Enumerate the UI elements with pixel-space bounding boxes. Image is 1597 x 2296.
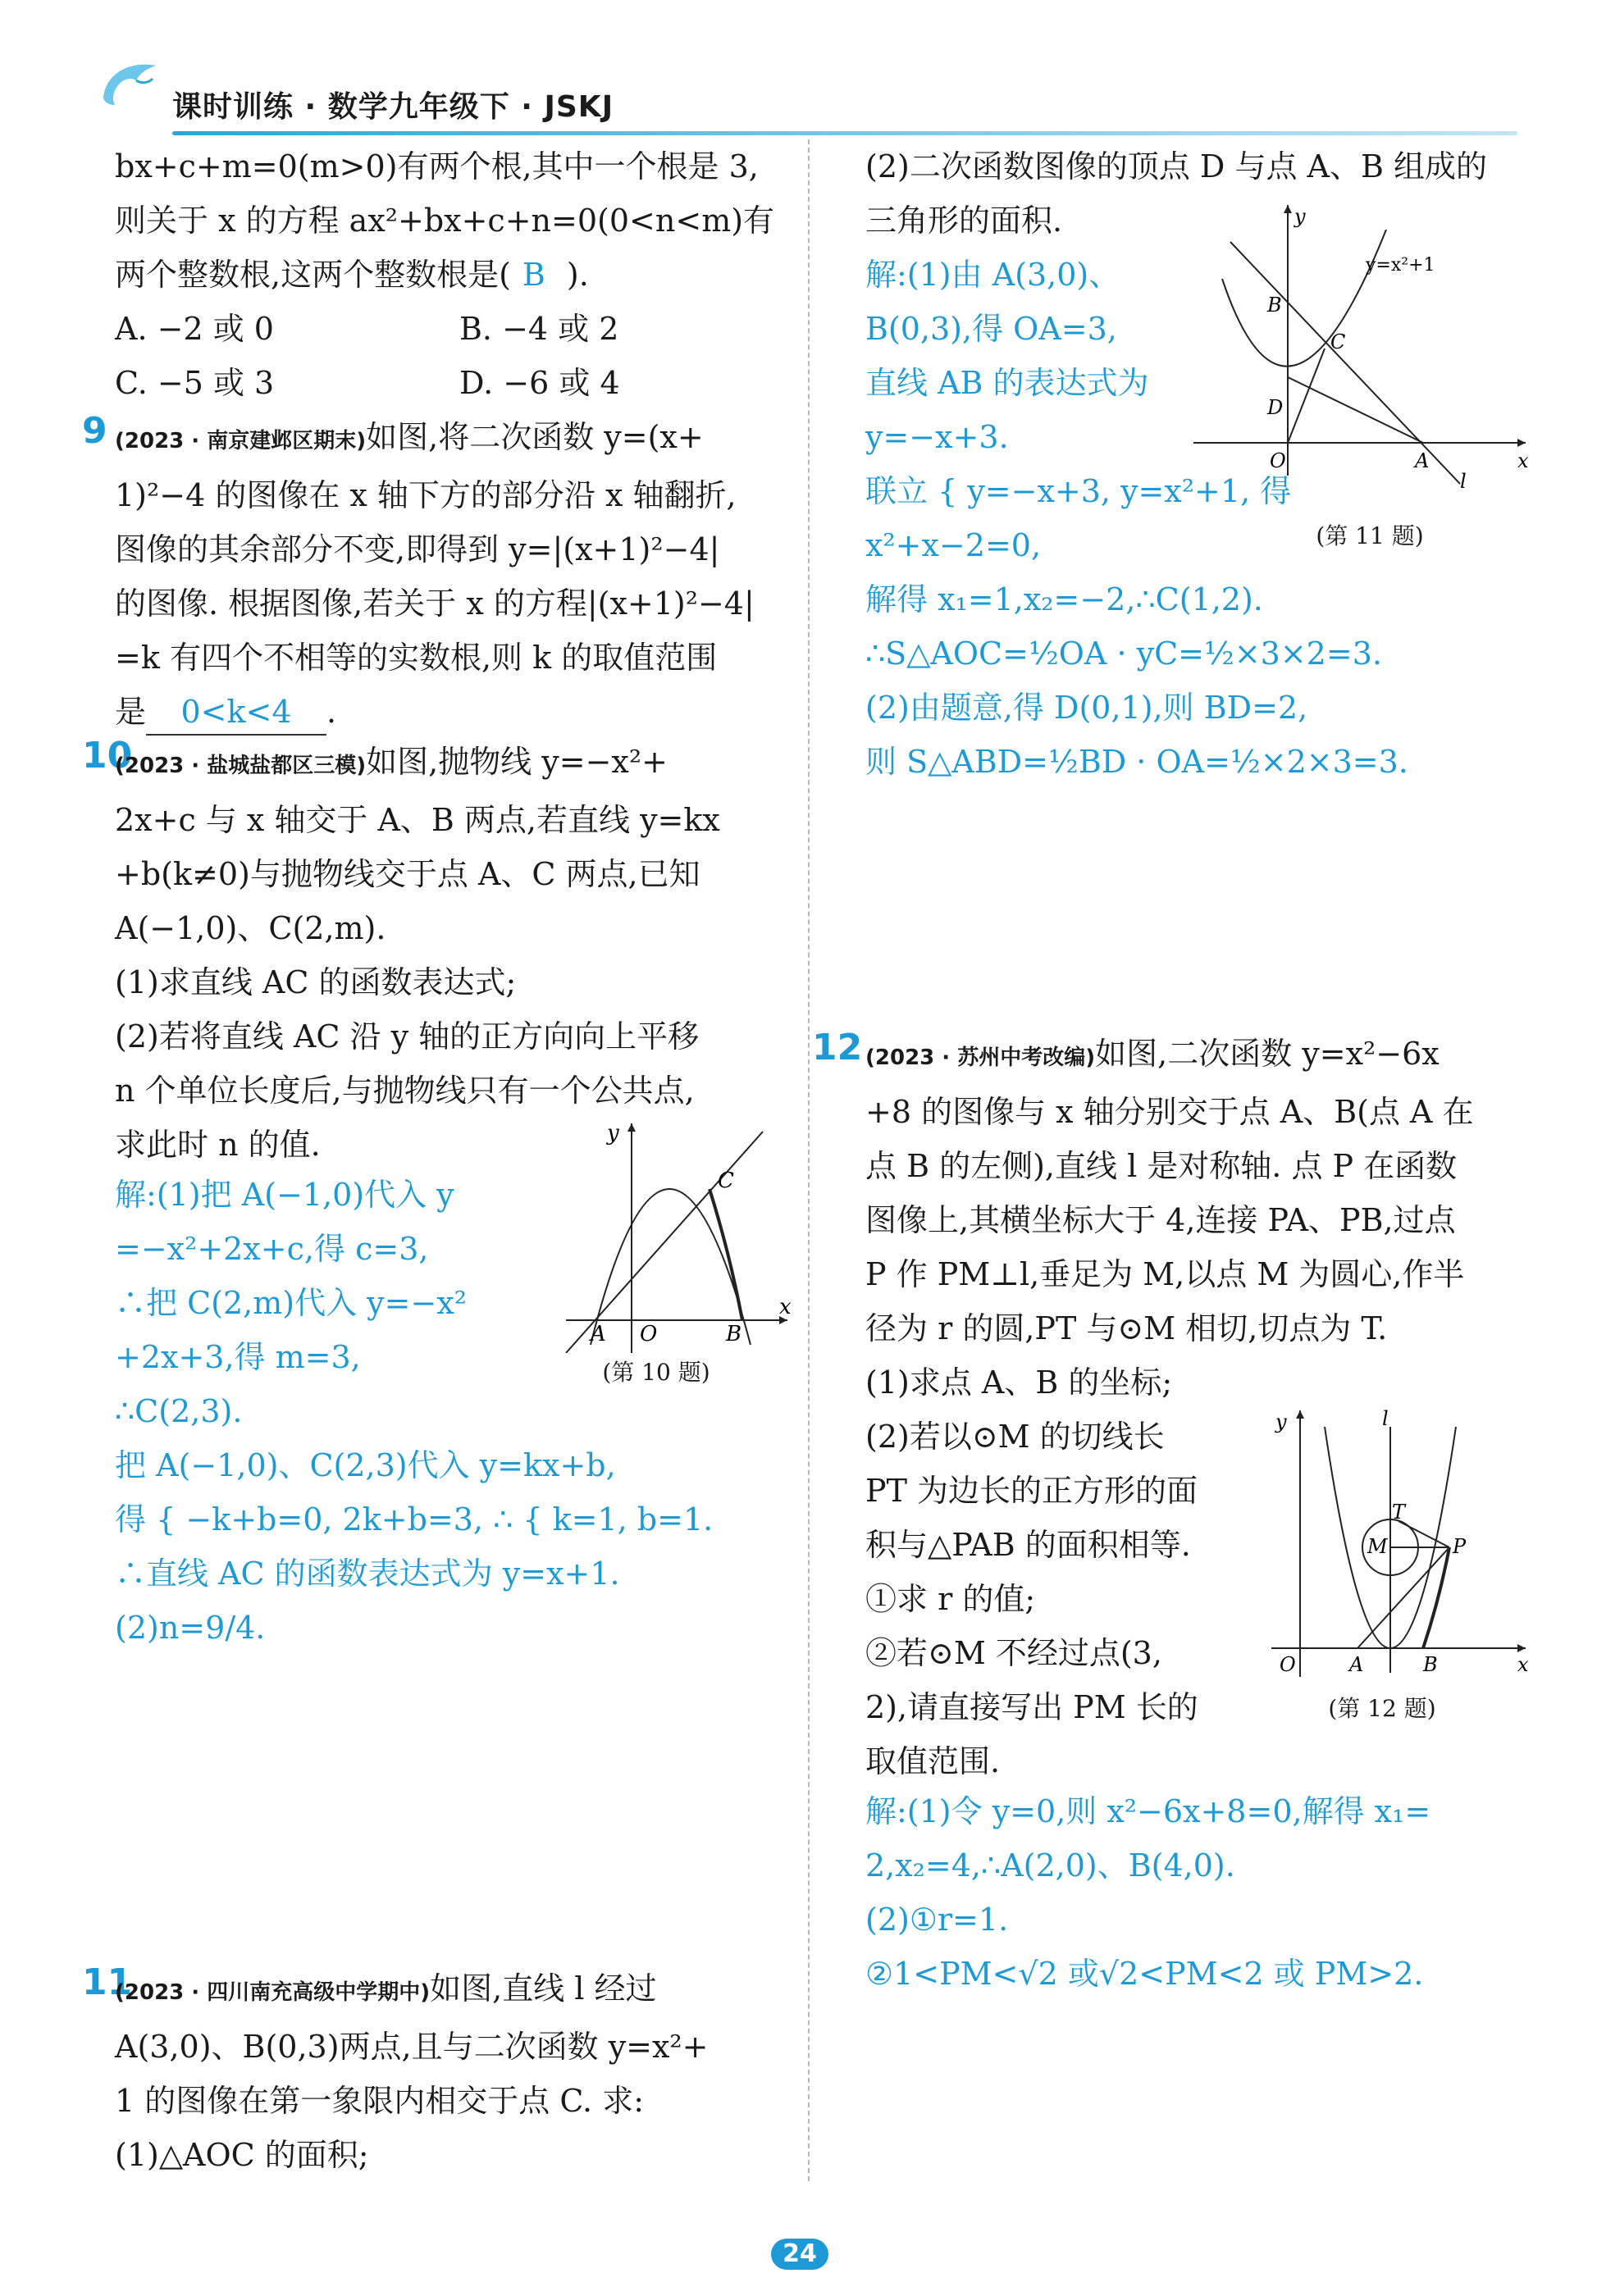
q12-line-5: P 作 PM⊥l,垂足为 M,以点 M 为圆心,作半 — [865, 1256, 1465, 1292]
q12-line-1 — [865, 1027, 1522, 1085]
q12-number: 12 — [812, 1027, 863, 1068]
q11-sol-7: 解得 x₁=1,x₂=−2,∴C(1,2). — [865, 581, 1263, 617]
q8-options-row-2 — [115, 356, 796, 410]
q11-line-3: 1 的图像在第一象限内相交于点 C. 求: — [115, 2083, 645, 2119]
fig10-label-b: B — [726, 1322, 742, 1346]
q9-line-4: 的图像. 根据图像,若关于 x 的方程|(x+1)²−4| — [115, 585, 755, 622]
fig11-label-c: C — [1330, 330, 1346, 353]
q11-line-2: A(3,0)、B(0,3)两点,且与二次函数 y=x²+ — [115, 2029, 709, 2065]
q11-text-1: 如图,直线 l 经过 — [430, 1970, 657, 2007]
q12-line-6: 径为 r 的圆,PT 与⊙M 相切,切点为 T. — [865, 1310, 1388, 1346]
column-divider — [808, 139, 810, 2181]
question-9 — [115, 410, 796, 739]
q10-sol-3: ∴把 C(2,m)代入 y=−x² — [115, 1285, 467, 1321]
q11-part2-line-1: (2)二次函数图像的顶点 D 与点 A、B 组成的 — [865, 148, 1487, 184]
q11-sol-4: y=−x+3. — [865, 419, 1009, 455]
q12-sol-1: 解:(1)令 y=0,则 x²−6x+8=0,解得 x₁= — [865, 1793, 1431, 1829]
fig12-label-t: T — [1392, 1501, 1406, 1524]
q8-line-1: bx+c+m=0(m>0)有两个根,其中一个根是 3, — [115, 148, 759, 184]
q9-line-6 — [115, 685, 796, 739]
q10-line-8: 求此时 n 的值. — [115, 1127, 321, 1163]
q11-source: (2023 · 四川南充高级中学期中) — [115, 1980, 431, 2005]
q8-options-row-1 — [115, 302, 796, 356]
q12-sol-2: 2,x₂=4,∴A(2,0)、B(4,0). — [865, 1847, 1235, 1884]
q11-line-4: (1)△AOC 的面积; — [115, 2137, 369, 2173]
q12-line-7: (1)求点 A、B 的坐标; — [865, 1364, 1173, 1401]
q10-source: (2023 · 盐城盐都区三模) — [115, 754, 367, 778]
q10-sol-5: ∴C(2,3). — [115, 1393, 243, 1429]
fig10-label-y: y — [607, 1121, 619, 1146]
fig11-label-x: x — [1517, 449, 1529, 472]
q8-line-3 — [115, 248, 796, 302]
fig12-label-p: P — [1453, 1535, 1467, 1558]
q12-sol-4: ②1<PM<√2 或√2<PM<2 或 PM>2. — [865, 1956, 1424, 1992]
fig11-line-l — [1230, 242, 1460, 484]
q9-line-2: 1)²−4 的图像在 x 轴下方的部分沿 x 轴翻折, — [115, 477, 737, 513]
q10-line-2: 2x+c 与 x 轴交于 A、B 两点,若直线 y=kx — [115, 802, 720, 838]
fig11-segment-oc — [1288, 348, 1325, 443]
q11-line-1 — [115, 1961, 796, 2020]
q11-sol-8: ∴S△AOC=½OA · yC=½×3×2=3. — [865, 636, 1382, 672]
fig12-label-m: M — [1367, 1535, 1388, 1558]
q12-line-3: 点 B 的左侧),直线 l 是对称轴. 点 P 在函数 — [865, 1148, 1458, 1184]
q10-line-7: n 个单位长度后,与抛物线只有一个公共点, — [115, 1073, 695, 1109]
dolphin-logo-icon — [98, 56, 164, 113]
figure-12 — [1267, 1402, 1530, 1681]
q8-line-2: 则关于 x 的方程 ax²+bx+c+n=0(0<n<m)有 — [115, 203, 775, 239]
q8-line-3b: ). — [556, 257, 589, 293]
q12-line-13: 2),请直接写出 PM 长的 — [865, 1689, 1198, 1725]
q12-sol-3: (2)①r=1. — [865, 1902, 1009, 1938]
page-header — [98, 49, 1542, 131]
header-title: 课时训练 · 数学九年级下 · JSKJ — [172, 90, 614, 124]
q12-solution — [865, 1784, 1538, 2001]
fig12-y-arrow-icon — [1296, 1410, 1304, 1419]
figure-10 — [558, 1115, 796, 1353]
q10-sol-9: (2)n=9/4. — [115, 1610, 266, 1646]
q12-text-1: 如图,二次函数 y=x²−6x — [1095, 1036, 1440, 1072]
q10-sol-1: 解:(1)把 A(−1,0)代入 y — [115, 1177, 454, 1213]
q11-sol-10: 则 S△ABD=½BD · OA=½×2×3=3. — [865, 744, 1408, 780]
q8-option-c: C. −5 或 3 — [115, 365, 275, 401]
fig10-label-o: O — [640, 1322, 658, 1346]
q12-source: (2023 · 苏州中考改编) — [865, 1046, 1096, 1070]
q11-sol-6: x²+x−2=0, — [865, 527, 1042, 563]
q10-sol-7: 得 { −k+b=0, 2k+b=3, ∴ { k=1, b=1. — [115, 1501, 714, 1538]
fig12-x-arrow-icon — [1517, 1644, 1526, 1652]
q8-option-d: D. −6 或 4 — [459, 365, 620, 401]
q11-sol-1: 解:(1)由 A(3,0)、 — [865, 257, 1120, 293]
q9-text-6: 是 — [115, 694, 147, 730]
q11-sol-3: 直线 AB 的表达式为 — [865, 365, 1149, 401]
question-8-continued — [115, 139, 796, 410]
q12-line-14: 取值范围. — [865, 1743, 1001, 1779]
question-10 — [115, 735, 796, 1172]
figure-11 — [1189, 197, 1534, 517]
q9-text-7: . — [326, 694, 337, 730]
q9-line-5: =k 有四个不相等的实数根,则 k 的取值范围 — [115, 640, 718, 676]
fig11-label-b: B — [1267, 294, 1282, 317]
q12-line-4: 图像上,其横坐标大于 4,连接 PA、PB,过点 — [865, 1202, 1456, 1238]
q12-line-9: PT 为边长的正方形的面 — [865, 1473, 1198, 1509]
question-11 — [115, 1961, 796, 2182]
fig12-segment-pa — [1357, 1547, 1449, 1648]
fig12-label-b: B — [1423, 1653, 1438, 1676]
q8-option-b: B. −4 或 2 — [459, 311, 619, 347]
q11-part2-line-2: 三角形的面积. — [865, 203, 1063, 239]
q9-number: 9 — [82, 410, 107, 452]
q10-line-4: A(−1,0)、C(2,m). — [115, 910, 386, 946]
q11-number: 11 — [82, 1961, 133, 2003]
q10-sol-8: ∴直线 AC 的函数表达式为 y=x+1. — [115, 1556, 620, 1592]
q10-sol-6: 把 A(−1,0)、C(2,3)代入 y=kx+b, — [115, 1447, 616, 1483]
q10-line-5: (1)求直线 AC 的函数表达式; — [115, 964, 517, 1000]
fig11-label-a: A — [1415, 449, 1430, 472]
q10-line-3: +b(k≠0)与抛物线交于点 A、C 两点,已知 — [115, 856, 700, 892]
q10-sol-4: +2x+3,得 m=3, — [115, 1339, 361, 1375]
fig10-label-c: C — [718, 1168, 734, 1193]
q11-sol-9: (2)由题意,得 D(0,1),则 BD=2, — [865, 690, 1308, 726]
page-number: 24 — [771, 2239, 828, 2270]
q10-number: 10 — [82, 735, 133, 777]
header-rule — [172, 131, 1517, 135]
fig10-arc-cb — [710, 1189, 742, 1320]
fig12-label-l: l — [1382, 1407, 1389, 1430]
figure-11-caption: (第 11 题) — [1316, 522, 1424, 549]
q10-text-1: 如图,抛物线 y=−x²+ — [366, 744, 668, 780]
fig11-label-o: O — [1270, 449, 1286, 472]
figure-12-caption: (第 12 题) — [1328, 1695, 1436, 1722]
q9-text-1: 如图,将二次函数 y=(x+ — [366, 419, 704, 455]
fig12-tangent-pt — [1399, 1521, 1449, 1547]
fig11-x-arrow-icon — [1517, 439, 1526, 447]
q12-line-2: +8 的图像与 x 轴分别交于点 A、B(点 A 在 — [865, 1094, 1474, 1130]
q8-line-3a: 两个整数根,这两个整数根是( — [115, 257, 511, 293]
fig11-segment-da — [1288, 377, 1423, 443]
q8-answer: B — [522, 257, 545, 293]
q9-answer: 0<k<4 — [146, 690, 326, 736]
fig11-label-d: D — [1267, 396, 1284, 419]
q11-sol-2: B(0,3),得 OA=3, — [865, 311, 1117, 347]
fig12-label-o: O — [1280, 1653, 1296, 1676]
fig12-label-y: y — [1275, 1410, 1287, 1433]
q10-sol-2: =−x²+2x+c,得 c=3, — [115, 1231, 429, 1267]
q10-line-1 — [115, 735, 796, 793]
q9-line-3: 图像的其余部分不变,即得到 y=|(x+1)²−4| — [115, 531, 720, 567]
fig11-label-l: l — [1460, 470, 1467, 493]
q12-line-11: ①求 r 的值; — [865, 1581, 1036, 1617]
fig11-curve-label: y=x²+1 — [1366, 255, 1435, 276]
fig11-label-y: y — [1294, 205, 1306, 228]
q12-line-8: (2)若以⊙M 的切线长 — [865, 1419, 1165, 1455]
q10-line-6: (2)若将直线 AC 沿 y 轴的正方向向上平移 — [115, 1018, 700, 1055]
fig11-parabola — [1222, 230, 1386, 367]
q9-source: (2023 · 南京建邺区期末) — [115, 429, 367, 453]
fig10-label-a: A — [591, 1322, 606, 1346]
figure-10-caption: (第 10 题) — [602, 1359, 710, 1386]
fig12-label-x: x — [1517, 1653, 1529, 1676]
q11-sol-5: 联立 { y=−x+3, y=x²+1, 得 — [865, 473, 1292, 509]
fig10-y-arrow-icon — [627, 1123, 636, 1132]
q9-line-1 — [115, 410, 796, 468]
fig12-label-a: A — [1349, 1653, 1364, 1676]
q12-line-12: ②若⊙M 不经过点(3, — [865, 1635, 1162, 1671]
fig11-y-arrow-icon — [1284, 205, 1292, 213]
fig10-label-x: x — [779, 1295, 792, 1319]
q12-line-10: 积与△PAB 的面积相等. — [865, 1527, 1191, 1563]
q8-option-a: A. −2 或 0 — [115, 311, 274, 347]
